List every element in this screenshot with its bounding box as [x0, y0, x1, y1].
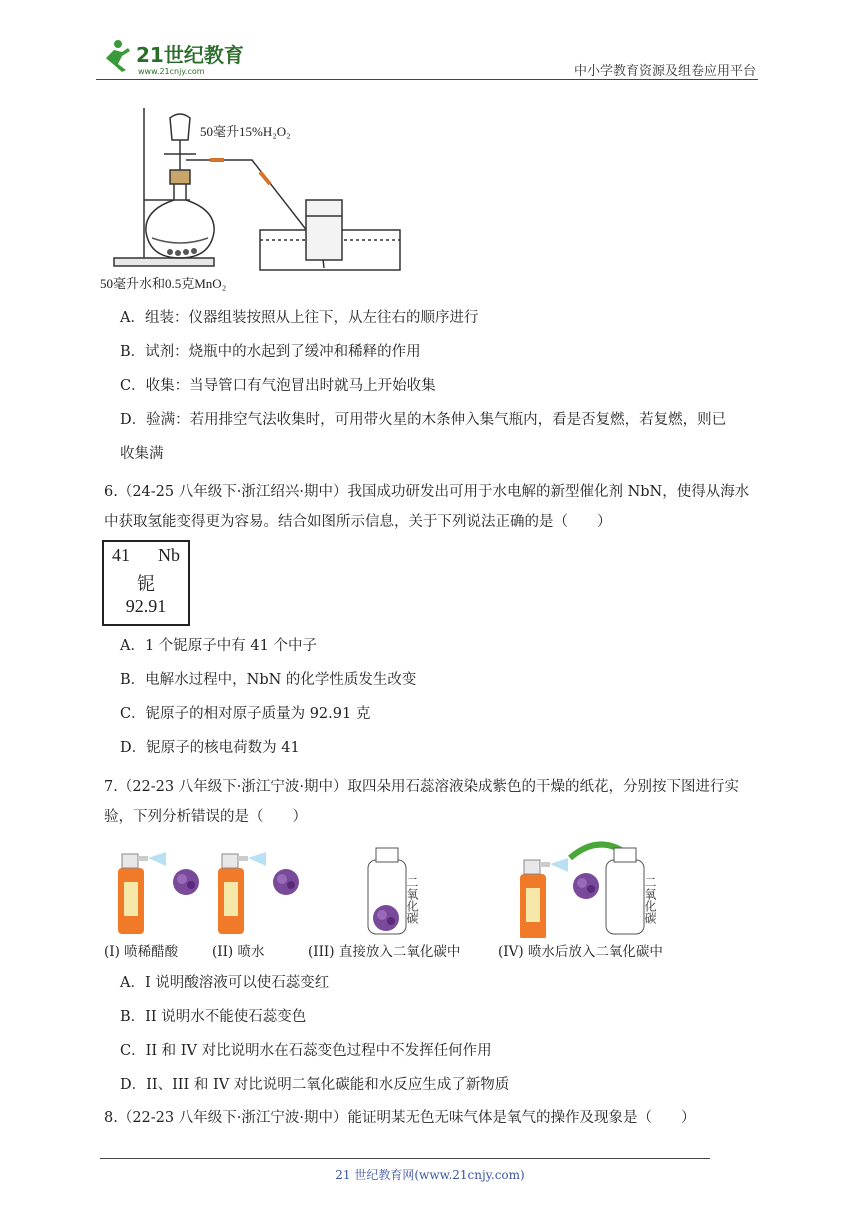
q5-option-c: C．收集：当导管口有气泡冒出时就马上开始收集 — [120, 378, 436, 394]
logo-text: 21世纪教育 — [136, 43, 244, 67]
q7-option-a: A．I 说明酸溶液可以使石蕊变红 — [120, 975, 330, 991]
q7-option-c: C．II 和 IV 对比说明水在石蕊变色过程中不发挥任何作用 — [120, 1043, 492, 1059]
q7-captions — [0, 940, 860, 960]
q6-option-a: A．1 个铌原子中有 41 个中子 — [120, 638, 317, 654]
q7-stem-line2: 验，下列分析错误的是（ ） — [104, 809, 307, 825]
element-symbol: Nb — [158, 545, 180, 565]
q7-stem-line1: 7.（22-23 八年级下·浙江宁波·期中）取四朵用石蕊溶液染成紫色的干燥的纸花，分别按下图进行实 — [104, 779, 739, 795]
header-divider — [96, 79, 758, 80]
q6-option-b: B．电解水过程中，NbN 的化学性质发生改变 — [120, 672, 417, 688]
q5-option-b: B．试剂：烧瓶中的水起到了缓冲和稀释的作用 — [120, 344, 421, 360]
q6-option-c: C．铌原子的相对原子质量为 92.91 克 — [120, 706, 371, 722]
oxygen-apparatus-figure — [100, 100, 460, 300]
site-name: 中小学教育资源及组卷应用平台 — [573, 64, 756, 79]
q6-stem-line2: 中获取氢能变得更为容易。结合如图所示信息，关于下列说法正确的是（ ） — [104, 514, 612, 530]
h2o2-label: 50毫升15%H₂O₂ — [200, 124, 291, 139]
co2-label-iii: 二氧化碳 — [405, 876, 419, 924]
q7-option-b: B．II 说明水不能使石蕊变色 — [120, 1009, 307, 1025]
element-name: 铌 — [137, 574, 155, 594]
q5-option-d: D．验满：若用排空气法收集时，可用带火星的木条伸入集气瓶内，看是否复燃，若复燃，则已 — [120, 412, 727, 428]
footer-divider — [100, 1158, 710, 1159]
atomic-mass: 92.91 — [125, 596, 167, 616]
q8-stem: 8.（22-23 八年级下·浙江宁波·期中）能证明某无色无味气体是氧气的操作及现象是（ ） — [104, 1110, 696, 1126]
caption-i: (I) 喷稀醋酸 — [104, 944, 179, 960]
atomic-number: 41 — [112, 545, 130, 565]
q6-stem-line1: 6.（24-25 八年级下·浙江绍兴·期中）我国成功研发出可用于水电解的新型催化剂 NbN，使得从海水 — [104, 484, 750, 500]
caption-iii: (III) 直接放入二氧化碳中 — [308, 944, 461, 960]
mno2-label: 50毫升水和0.5克MnO₂ — [100, 276, 227, 291]
q6-option-d: D．铌原子的核电荷数为 41 — [120, 740, 300, 756]
litmus-flower-experiments — [100, 838, 700, 938]
logo-subtext: www.21cnjy.com — [138, 67, 205, 76]
q5-option-a: A．组装：仪器组装按照从上往下，从左往右的顺序进行 — [120, 310, 479, 326]
niobium-element-card — [102, 540, 190, 626]
caption-iv: (IV) 喷水后放入二氧化碳中 — [498, 944, 663, 960]
co2-label-iv: 二氧化碳 — [643, 876, 657, 924]
footer-link[interactable]: 21 世纪教育网(www.21cnjy.com) — [335, 1168, 525, 1182]
q5-option-d-cont: 收集满 — [120, 446, 164, 462]
q7-option-d: D．II、III 和 IV 对比说明二氧化碳能和水反应生成了新物质 — [120, 1077, 510, 1093]
site-logo — [96, 36, 256, 78]
caption-ii: (II) 喷水 — [212, 944, 265, 960]
